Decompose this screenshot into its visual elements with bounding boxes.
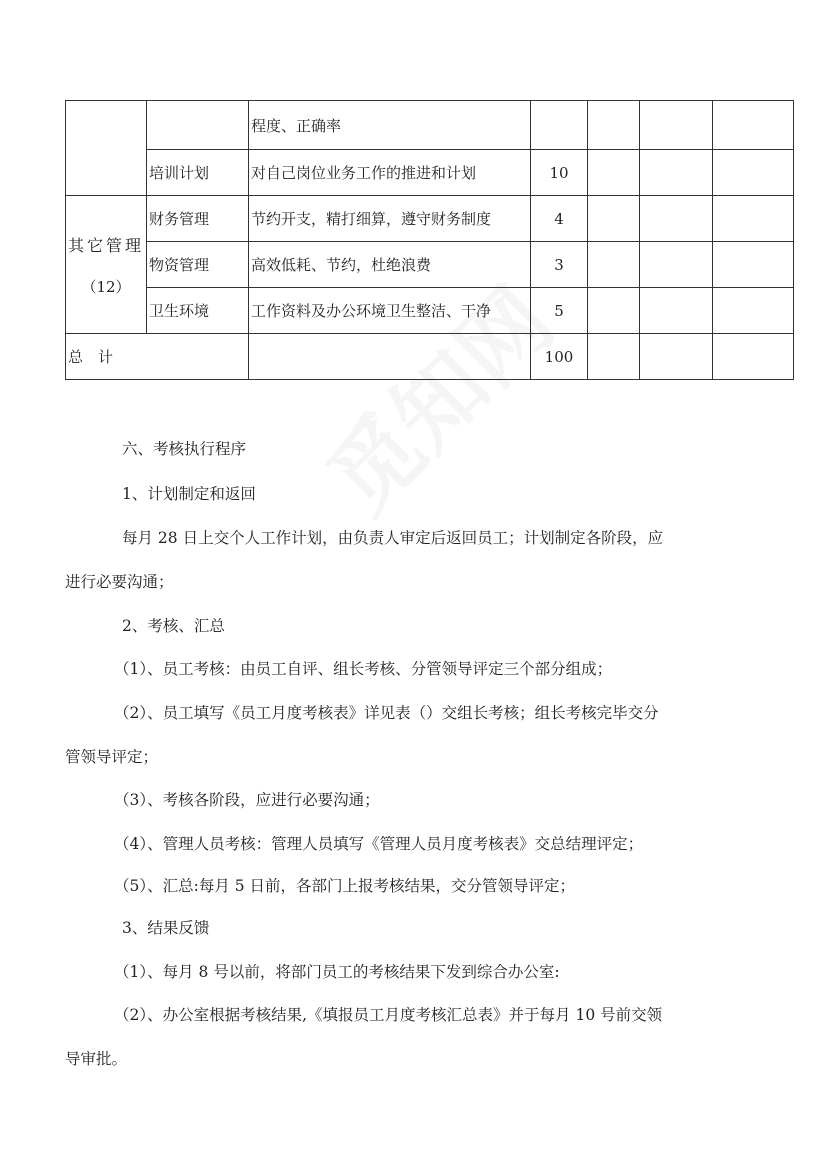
category-cell — [66, 196, 147, 334]
score-cell: 5 — [531, 288, 588, 334]
assessment-table — [65, 100, 794, 380]
empty-cell — [713, 242, 794, 288]
category-cell — [66, 101, 147, 196]
empty-cell — [588, 288, 640, 334]
empty-cell — [640, 242, 713, 288]
table-row — [66, 150, 794, 196]
item-cell: 培训计划 — [147, 150, 249, 196]
paragraph: 每月 28 日上交个人工作计划，由负责人审定后返回员工；计划制定各阶段，应 — [122, 529, 664, 547]
paragraph: 管领导评定； — [65, 748, 159, 766]
desc-cell: 高效低耗、节约，杜绝浪费 — [249, 242, 531, 288]
desc-cell: 工作资料及办公环境卫生整洁、干净 — [249, 288, 531, 334]
paragraph: （4）、管理人员考核：管理人员填写《管理人员月度考核表》交总结理评定； — [114, 835, 644, 853]
paragraph: （1）、员工考核：由员工自评、组长考核、分管领导评定三个部分组成； — [114, 660, 613, 678]
table-row — [66, 101, 794, 150]
subheading: 2、考核、汇总 — [122, 617, 225, 635]
empty-cell — [588, 334, 640, 380]
total-label: 总 计 — [66, 334, 249, 380]
paragraph: （2）、办公室根据考核结果,《填报员工月度考核汇总表》并于每月 10 号前交领 — [114, 1006, 663, 1024]
table-row — [66, 242, 794, 288]
desc-cell: 节约开支，精打细算，遵守财务制度 — [249, 196, 531, 242]
empty-cell — [640, 288, 713, 334]
paragraph: （1）、每月 8 号以前，将部门员工的考核结果下发到综合办公室: — [114, 963, 560, 981]
empty-cell — [640, 196, 713, 242]
empty-cell — [640, 150, 713, 196]
empty-cell — [713, 334, 794, 380]
desc-cell: 对自己岗位业务工作的推进和计划 — [249, 150, 531, 196]
item-cell: 财务管理 — [147, 196, 249, 242]
category-label: 其它管理 — [67, 235, 144, 255]
paragraph: （2）、员工填写《员工月度考核表》详见表（）交组长考核；组长考核完毕交分 — [114, 704, 659, 722]
empty-cell — [640, 101, 713, 150]
item-cell — [147, 101, 249, 150]
category-score: （12） — [81, 277, 131, 296]
empty-cell — [640, 334, 713, 380]
subheading: 3、结果反馈 — [122, 919, 210, 937]
empty-cell — [249, 334, 531, 380]
table-row — [66, 196, 794, 242]
score-cell: 10 — [531, 150, 588, 196]
empty-cell — [713, 288, 794, 334]
score-cell — [531, 101, 588, 150]
empty-cell — [588, 196, 640, 242]
empty-cell — [713, 196, 794, 242]
empty-cell — [588, 150, 640, 196]
subheading: 1、计划制定和返回 — [122, 485, 256, 503]
empty-cell — [588, 101, 640, 150]
empty-cell — [713, 101, 794, 150]
table-row — [66, 288, 794, 334]
paragraph: （3）、考核各阶段，应进行必要沟通； — [114, 791, 380, 809]
paragraph: 进行必要沟通； — [65, 573, 174, 591]
score-cell: 4 — [531, 196, 588, 242]
empty-cell — [713, 150, 794, 196]
desc-cell: 程度、正确率 — [249, 101, 531, 150]
paragraph: （5）、汇总:每月 5 日前，各部门上报考核结果，交分管领导评定； — [114, 877, 576, 895]
score-cell: 3 — [531, 242, 588, 288]
section-heading: 六、考核执行程序 — [122, 440, 247, 458]
empty-cell — [588, 242, 640, 288]
table-row-total — [66, 334, 794, 380]
item-cell: 物资管理 — [147, 242, 249, 288]
paragraph: 导审批。 — [65, 1050, 128, 1068]
total-score: 100 — [531, 334, 588, 380]
item-cell: 卫生环境 — [147, 288, 249, 334]
